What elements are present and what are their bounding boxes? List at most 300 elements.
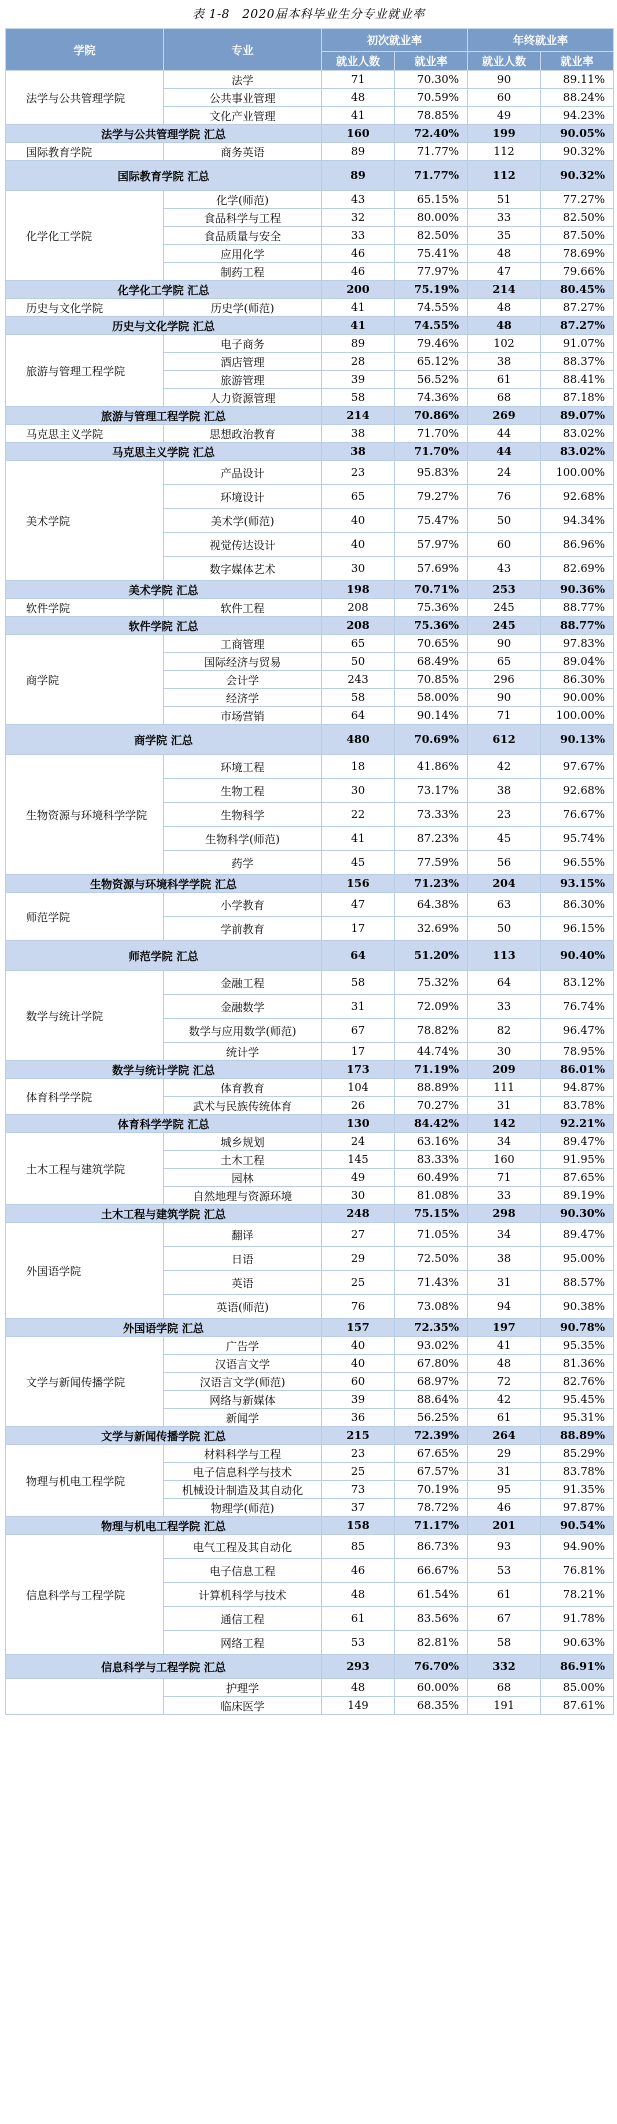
major-cell: 产品设计 (164, 461, 322, 485)
final-count-cell: 42 (468, 755, 541, 779)
initial-rate-cell: 63.16% (395, 1133, 468, 1151)
final-count-cell: 34 (468, 1133, 541, 1151)
initial-count-cell: 41 (322, 299, 395, 317)
final-rate-cell: 83.12% (541, 971, 614, 995)
final-rate-cell: 83.78% (541, 1463, 614, 1481)
final-rate-cell: 89.04% (541, 653, 614, 671)
summary-row (6, 407, 614, 425)
initial-count-cell: 23 (322, 461, 395, 485)
table-row (6, 191, 614, 209)
initial-count-cell: 61 (322, 1607, 395, 1631)
final-rate-cell: 82.76% (541, 1373, 614, 1391)
initial-count-cell: 40 (322, 533, 395, 557)
initial-rate-cell: 74.55% (395, 299, 468, 317)
summary-final-count: 332 (468, 1655, 541, 1679)
summary-row (6, 317, 614, 335)
summary-label: 化学化工学院 汇总 (6, 281, 322, 299)
college-cell: 生物资源与环境科学学院 (6, 755, 164, 875)
final-rate-cell: 77.27% (541, 191, 614, 209)
summary-initial-count: 130 (322, 1115, 395, 1133)
final-count-cell: 56 (468, 851, 541, 875)
final-count-cell: 43 (468, 557, 541, 581)
major-cell: 数字媒体艺术 (164, 557, 322, 581)
initial-rate-cell: 57.97% (395, 533, 468, 557)
summary-row (6, 1205, 614, 1223)
final-rate-cell: 89.47% (541, 1223, 614, 1247)
final-count-cell: 53 (468, 1559, 541, 1583)
final-count-cell: 31 (468, 1097, 541, 1115)
initial-count-cell: 48 (322, 89, 395, 107)
initial-rate-cell: 70.85% (395, 671, 468, 689)
final-rate-cell: 96.47% (541, 1019, 614, 1043)
table-row (6, 1445, 614, 1463)
initial-rate-cell: 57.69% (395, 557, 468, 581)
summary-initial-count: 38 (322, 443, 395, 461)
final-rate-cell: 87.61% (541, 1697, 614, 1715)
major-cell: 商务英语 (164, 143, 322, 161)
final-rate-cell: 88.37% (541, 353, 614, 371)
final-rate-cell: 88.41% (541, 371, 614, 389)
initial-count-cell: 48 (322, 1679, 395, 1697)
college-cell: 物理与机电工程学院 (6, 1445, 164, 1517)
major-cell: 小学教育 (164, 893, 322, 917)
summary-row (6, 1427, 614, 1445)
initial-count-cell: 28 (322, 353, 395, 371)
summary-final-rate: 88.89% (541, 1427, 614, 1445)
employment-rate-table (5, 28, 614, 1715)
initial-count-cell: 41 (322, 107, 395, 125)
major-cell: 法学 (164, 71, 322, 89)
major-cell: 金融工程 (164, 971, 322, 995)
header-final-percent: 就业率 (541, 52, 614, 71)
initial-count-cell: 104 (322, 1079, 395, 1097)
summary-final-count: 209 (468, 1061, 541, 1079)
table-row (6, 635, 614, 653)
summary-label: 美术学院 汇总 (6, 581, 322, 599)
initial-rate-cell: 60.00% (395, 1679, 468, 1697)
final-count-cell: 61 (468, 1409, 541, 1427)
final-count-cell: 35 (468, 227, 541, 245)
summary-row (6, 1517, 614, 1535)
initial-count-cell: 243 (322, 671, 395, 689)
summary-label: 土木工程与建筑学院 汇总 (6, 1205, 322, 1223)
major-cell: 计算机科学与技术 (164, 1583, 322, 1607)
major-cell: 数学与应用数学(师范) (164, 1019, 322, 1043)
final-rate-cell: 95.45% (541, 1391, 614, 1409)
summary-row (6, 1655, 614, 1679)
final-rate-cell: 95.74% (541, 827, 614, 851)
major-cell: 文化产业管理 (164, 107, 322, 125)
final-rate-cell: 85.00% (541, 1679, 614, 1697)
initial-count-cell: 65 (322, 485, 395, 509)
major-cell: 应用化学 (164, 245, 322, 263)
summary-initial-rate: 72.40% (395, 125, 468, 143)
table-row (6, 299, 614, 317)
initial-count-cell: 46 (322, 245, 395, 263)
initial-rate-cell: 88.89% (395, 1079, 468, 1097)
final-count-cell: 30 (468, 1043, 541, 1061)
summary-initial-count: 248 (322, 1205, 395, 1223)
summary-row (6, 1115, 614, 1133)
college-cell: 马克思主义学院 (6, 425, 164, 443)
major-cell: 生物科学 (164, 803, 322, 827)
initial-count-cell: 38 (322, 425, 395, 443)
major-cell: 电子商务 (164, 335, 322, 353)
college-cell: 历史与文化学院 (6, 299, 164, 317)
final-count-cell: 48 (468, 1355, 541, 1373)
summary-final-rate: 90.40% (541, 941, 614, 971)
final-count-cell: 112 (468, 143, 541, 161)
initial-rate-cell: 75.36% (395, 599, 468, 617)
initial-count-cell: 85 (322, 1535, 395, 1559)
summary-initial-count: 64 (322, 941, 395, 971)
final-count-cell: 245 (468, 599, 541, 617)
summary-final-rate: 83.02% (541, 443, 614, 461)
major-cell: 会计学 (164, 671, 322, 689)
major-cell: 电气工程及其自动化 (164, 1535, 322, 1559)
summary-final-rate: 90.32% (541, 161, 614, 191)
major-cell: 人力资源管理 (164, 389, 322, 407)
summary-final-count: 197 (468, 1319, 541, 1337)
summary-initial-count: 160 (322, 125, 395, 143)
summary-initial-count: 480 (322, 725, 395, 755)
summary-label: 信息科学与工程学院 汇总 (6, 1655, 322, 1679)
summary-final-count: 612 (468, 725, 541, 755)
major-cell: 电子信息科学与技术 (164, 1463, 322, 1481)
initial-rate-cell: 72.50% (395, 1247, 468, 1271)
final-count-cell: 90 (468, 71, 541, 89)
summary-final-rate: 80.45% (541, 281, 614, 299)
summary-final-count: 44 (468, 443, 541, 461)
table-row (6, 755, 614, 779)
final-rate-cell: 89.47% (541, 1133, 614, 1151)
initial-count-cell: 76 (322, 1295, 395, 1319)
major-cell: 日语 (164, 1247, 322, 1271)
initial-count-cell: 50 (322, 653, 395, 671)
initial-count-cell: 89 (322, 143, 395, 161)
final-rate-cell: 89.19% (541, 1187, 614, 1205)
summary-final-count: 253 (468, 581, 541, 599)
major-cell: 材料科学与工程 (164, 1445, 322, 1463)
major-cell: 机械设计制造及其自动化 (164, 1481, 322, 1499)
summary-row (6, 1061, 614, 1079)
final-count-cell: 48 (468, 299, 541, 317)
summary-final-rate: 90.05% (541, 125, 614, 143)
major-cell: 英语(师范) (164, 1295, 322, 1319)
final-rate-cell: 82.69% (541, 557, 614, 581)
major-cell: 制药工程 (164, 263, 322, 281)
college-cell: 土木工程与建筑学院 (6, 1133, 164, 1205)
final-count-cell: 111 (468, 1079, 541, 1097)
major-cell: 工商管理 (164, 635, 322, 653)
initial-rate-cell: 70.65% (395, 635, 468, 653)
major-cell: 食品质量与安全 (164, 227, 322, 245)
initial-rate-cell: 78.82% (395, 1019, 468, 1043)
major-cell: 公共事业管理 (164, 89, 322, 107)
initial-rate-cell: 74.36% (395, 389, 468, 407)
major-cell: 英语 (164, 1271, 322, 1295)
final-count-cell: 48 (468, 245, 541, 263)
initial-rate-cell: 68.35% (395, 1697, 468, 1715)
final-rate-cell: 76.67% (541, 803, 614, 827)
final-rate-cell: 92.68% (541, 485, 614, 509)
header-initial-count: 就业人数 (322, 52, 395, 71)
initial-count-cell: 71 (322, 71, 395, 89)
final-rate-cell: 86.96% (541, 533, 614, 557)
initial-count-cell: 48 (322, 1583, 395, 1607)
final-count-cell: 160 (468, 1151, 541, 1169)
initial-rate-cell: 67.80% (395, 1355, 468, 1373)
summary-row (6, 875, 614, 893)
major-cell: 翻译 (164, 1223, 322, 1247)
initial-rate-cell: 78.85% (395, 107, 468, 125)
summary-label: 数学与统计学院 汇总 (6, 1061, 322, 1079)
table-body (6, 71, 614, 1715)
major-cell: 统计学 (164, 1043, 322, 1061)
summary-initial-rate: 76.70% (395, 1655, 468, 1679)
final-rate-cell: 87.27% (541, 299, 614, 317)
college-cell: 信息科学与工程学院 (6, 1535, 164, 1655)
table-row (6, 893, 614, 917)
initial-rate-cell: 68.49% (395, 653, 468, 671)
initial-count-cell: 24 (322, 1133, 395, 1151)
final-count-cell: 60 (468, 533, 541, 557)
initial-count-cell: 58 (322, 689, 395, 707)
final-rate-cell: 82.50% (541, 209, 614, 227)
initial-count-cell: 25 (322, 1271, 395, 1295)
final-count-cell: 47 (468, 263, 541, 281)
summary-final-count: 264 (468, 1427, 541, 1445)
header-final-count: 就业人数 (468, 52, 541, 71)
final-count-cell: 90 (468, 635, 541, 653)
table-row (6, 461, 614, 485)
summary-final-rate: 92.21% (541, 1115, 614, 1133)
final-rate-cell: 88.77% (541, 599, 614, 617)
table-row (6, 1535, 614, 1559)
summary-initial-count: 157 (322, 1319, 395, 1337)
final-count-cell: 51 (468, 191, 541, 209)
major-cell: 物理学(师范) (164, 1499, 322, 1517)
final-rate-cell: 97.67% (541, 755, 614, 779)
summary-initial-rate: 72.35% (395, 1319, 468, 1337)
final-count-cell: 33 (468, 1187, 541, 1205)
final-rate-cell: 78.95% (541, 1043, 614, 1061)
final-count-cell: 296 (468, 671, 541, 689)
summary-row (6, 281, 614, 299)
initial-count-cell: 43 (322, 191, 395, 209)
summary-label: 旅游与管理工程学院 汇总 (6, 407, 322, 425)
major-cell: 电子信息工程 (164, 1559, 322, 1583)
major-cell: 药学 (164, 851, 322, 875)
college-cell (6, 1679, 164, 1715)
final-count-cell: 50 (468, 509, 541, 533)
final-rate-cell: 85.29% (541, 1445, 614, 1463)
initial-count-cell: 60 (322, 1373, 395, 1391)
final-count-cell: 41 (468, 1337, 541, 1355)
summary-initial-rate: 75.19% (395, 281, 468, 299)
initial-rate-cell: 64.38% (395, 893, 468, 917)
final-rate-cell: 90.63% (541, 1631, 614, 1655)
final-rate-cell: 91.07% (541, 335, 614, 353)
initial-rate-cell: 83.56% (395, 1607, 468, 1631)
initial-rate-cell: 75.32% (395, 971, 468, 995)
initial-rate-cell: 88.64% (395, 1391, 468, 1409)
summary-label: 商学院 汇总 (6, 725, 322, 755)
final-rate-cell: 78.69% (541, 245, 614, 263)
summary-label: 生物资源与环境科学学院 汇总 (6, 875, 322, 893)
summary-final-rate: 90.36% (541, 581, 614, 599)
initial-count-cell: 33 (322, 227, 395, 245)
summary-label: 法学与公共管理学院 汇总 (6, 125, 322, 143)
final-rate-cell: 96.15% (541, 917, 614, 941)
initial-count-cell: 36 (322, 1409, 395, 1427)
final-rate-cell: 86.30% (541, 671, 614, 689)
initial-rate-cell: 70.59% (395, 89, 468, 107)
final-count-cell: 38 (468, 779, 541, 803)
table-row (6, 1223, 614, 1247)
major-cell: 思想政治教育 (164, 425, 322, 443)
final-count-cell: 50 (468, 917, 541, 941)
final-count-cell: 94 (468, 1295, 541, 1319)
final-count-cell: 33 (468, 209, 541, 227)
final-count-cell: 71 (468, 707, 541, 725)
final-count-cell: 102 (468, 335, 541, 353)
final-count-cell: 34 (468, 1223, 541, 1247)
table-row (6, 71, 614, 89)
major-cell: 新闻学 (164, 1409, 322, 1427)
final-count-cell: 33 (468, 995, 541, 1019)
initial-count-cell: 30 (322, 557, 395, 581)
final-count-cell: 45 (468, 827, 541, 851)
summary-final-rate: 90.13% (541, 725, 614, 755)
college-cell: 商学院 (6, 635, 164, 725)
initial-rate-cell: 71.70% (395, 425, 468, 443)
header-initial-percent: 就业率 (395, 52, 468, 71)
table-caption: 表 1-8 2020届本科毕业生分专业就业率 (192, 7, 425, 21)
initial-rate-cell: 72.09% (395, 995, 468, 1019)
initial-count-cell: 18 (322, 755, 395, 779)
college-cell: 师范学院 (6, 893, 164, 941)
college-cell: 美术学院 (6, 461, 164, 581)
major-cell: 临床医学 (164, 1697, 322, 1715)
college-cell: 软件学院 (6, 599, 164, 617)
summary-final-count: 199 (468, 125, 541, 143)
college-cell: 文学与新闻传播学院 (6, 1337, 164, 1427)
initial-count-cell: 149 (322, 1697, 395, 1715)
summary-row (6, 161, 614, 191)
summary-row (6, 941, 614, 971)
table-row (6, 1679, 614, 1697)
final-count-cell: 44 (468, 425, 541, 443)
initial-count-cell: 25 (322, 1463, 395, 1481)
college-cell: 数学与统计学院 (6, 971, 164, 1061)
initial-count-cell: 27 (322, 1223, 395, 1247)
final-count-cell: 61 (468, 1583, 541, 1607)
initial-rate-cell: 95.83% (395, 461, 468, 485)
final-rate-cell: 100.00% (541, 707, 614, 725)
summary-label: 体育科学学院 汇总 (6, 1115, 322, 1133)
summary-initial-count: 293 (322, 1655, 395, 1679)
initial-rate-cell: 77.59% (395, 851, 468, 875)
summary-initial-count: 41 (322, 317, 395, 335)
initial-count-cell: 40 (322, 509, 395, 533)
final-rate-cell: 88.57% (541, 1271, 614, 1295)
summary-label: 师范学院 汇总 (6, 941, 322, 971)
major-cell: 网络工程 (164, 1631, 322, 1655)
initial-rate-cell: 77.97% (395, 263, 468, 281)
final-count-cell: 46 (468, 1499, 541, 1517)
final-rate-cell: 90.38% (541, 1295, 614, 1319)
initial-rate-cell: 93.02% (395, 1337, 468, 1355)
final-count-cell: 29 (468, 1445, 541, 1463)
initial-count-cell: 45 (322, 851, 395, 875)
initial-count-cell: 53 (322, 1631, 395, 1655)
initial-count-cell: 26 (322, 1097, 395, 1115)
final-rate-cell: 90.32% (541, 143, 614, 161)
major-cell: 武术与民族传统体育 (164, 1097, 322, 1115)
final-rate-cell: 94.23% (541, 107, 614, 125)
initial-rate-cell: 65.12% (395, 353, 468, 371)
initial-rate-cell: 68.97% (395, 1373, 468, 1391)
final-count-cell: 64 (468, 971, 541, 995)
major-cell: 广告学 (164, 1337, 322, 1355)
initial-rate-cell: 65.15% (395, 191, 468, 209)
final-rate-cell: 91.78% (541, 1607, 614, 1631)
initial-rate-cell: 70.19% (395, 1481, 468, 1499)
major-cell: 历史学(师范) (164, 299, 322, 317)
final-count-cell: 90 (468, 689, 541, 707)
final-rate-cell: 95.00% (541, 1247, 614, 1271)
final-rate-cell: 78.21% (541, 1583, 614, 1607)
initial-count-cell: 145 (322, 1151, 395, 1169)
initial-rate-cell: 56.52% (395, 371, 468, 389)
summary-initial-count: 156 (322, 875, 395, 893)
initial-count-cell: 17 (322, 1043, 395, 1061)
initial-rate-cell: 79.46% (395, 335, 468, 353)
initial-count-cell: 17 (322, 917, 395, 941)
initial-count-cell: 22 (322, 803, 395, 827)
initial-rate-cell: 32.69% (395, 917, 468, 941)
summary-initial-rate: 70.86% (395, 407, 468, 425)
summary-final-rate: 88.77% (541, 617, 614, 635)
summary-final-count: 269 (468, 407, 541, 425)
major-cell: 酒店管理 (164, 353, 322, 371)
initial-count-cell: 73 (322, 1481, 395, 1499)
initial-rate-cell: 79.27% (395, 485, 468, 509)
table-row (6, 143, 614, 161)
college-cell: 化学化工学院 (6, 191, 164, 281)
summary-final-rate: 86.91% (541, 1655, 614, 1679)
initial-rate-cell: 87.23% (395, 827, 468, 851)
major-cell: 土木工程 (164, 1151, 322, 1169)
initial-count-cell: 23 (322, 1445, 395, 1463)
summary-initial-count: 173 (322, 1061, 395, 1079)
final-count-cell: 72 (468, 1373, 541, 1391)
initial-count-cell: 39 (322, 371, 395, 389)
college-cell: 国际教育学院 (6, 143, 164, 161)
initial-rate-cell: 80.00% (395, 209, 468, 227)
table-row (6, 1133, 614, 1151)
initial-count-cell: 47 (322, 893, 395, 917)
major-cell: 学前教育 (164, 917, 322, 941)
final-count-cell: 191 (468, 1697, 541, 1715)
major-cell: 市场营销 (164, 707, 322, 725)
summary-final-count: 113 (468, 941, 541, 971)
summary-initial-rate: 72.39% (395, 1427, 468, 1445)
initial-rate-cell: 82.81% (395, 1631, 468, 1655)
table-row (6, 1079, 614, 1097)
summary-row (6, 443, 614, 461)
